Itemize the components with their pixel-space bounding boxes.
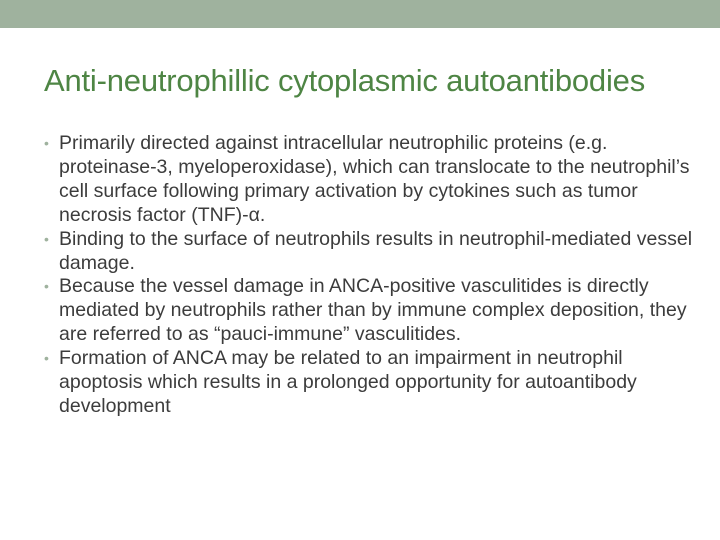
bullet-item-4 <box>44 347 694 419</box>
bullet-list <box>44 132 694 419</box>
bullet-item-1 <box>44 132 694 228</box>
bullet-text: Because the vessel damage in ANCA-positive vasculitides is directly mediated by neutrophils rather than by immune complex deposition, they are referred to as “pauci-immune” vasculitides. <box>59 275 687 346</box>
slide-title: Anti-neutrophillic cytoplasmic autoantibodies <box>44 62 645 98</box>
bullet-text: Primarily directed against intracellular neutrophilic proteins (e.g. proteinase-3, myeloperoxidase), which can translocate to the neutrophil’s cell surface following primary activation by cytokines such as tumor necrosis factor (TNF)-α. <box>59 132 690 226</box>
bullet-text: Binding to the surface of neutrophils results in neutrophil-mediated vessel damage. <box>59 227 693 274</box>
bullet-item-2 <box>44 228 694 276</box>
bullet-icon: • <box>44 350 49 367</box>
bullet-icon: • <box>44 278 49 295</box>
bullet-icon: • <box>44 230 49 247</box>
bullet-icon: • <box>44 135 49 151</box>
bullet-item-3 <box>44 275 694 347</box>
bullet-text: Formation of ANCA may be related to an impairment in neutrophil apoptosis which results in a prolonged opportunity for autoantibody development <box>59 347 637 417</box>
top-accent-bar <box>0 0 720 28</box>
